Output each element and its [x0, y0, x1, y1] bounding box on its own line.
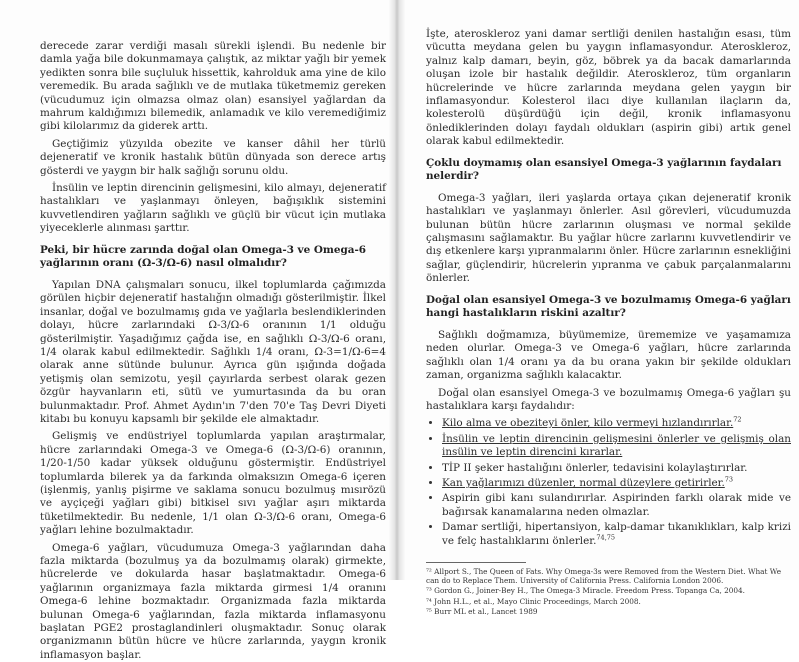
- footnote-74: ⁷⁴ John H.L., et al., Mayo Clinic Proceedings, March 2008.: [426, 596, 641, 606]
- footnote-ref: 72: [733, 415, 742, 424]
- list-item: [442, 433, 791, 460]
- left-paragraph-6: Omega-6 yağları, vücudumuza Omega-3 yağlarından daha fazla miktarda (bozulmuş ya da bozulmamış olarak) girmekte, hücrelerde ve dokularda hasar başlatmaktadır. Omega-6 yağlarının organizmaya fazla miktarda girmesi 1/4 oranını Omega-6 lehine bozmaktadır. Organizmada fazla miktarda bulunan Omega-6 yağlarından, fazla miktarda inflamasyonu başlatan PGE2 prostaglandinleri oluşmaktadır. Sonuç olarak organizmanın bütün hücre ve hücre zarlarında, yaygın kronik inflamasyon başlar.: [40, 541, 386, 661]
- footnote-75: ⁷⁵ Burr ML et al., Lancet 1989: [426, 606, 538, 616]
- left-heading-omega-ratio: Peki, bir hücre zarında doğal olan Omega-3 ve Omega-6 yağlarının oranı (Ω-3/Ω-6) nasıl olmalıdır?: [40, 243, 367, 270]
- list-item-text: TİP II şeker hastalığını önlerler, tedavisini kolaylaştırırlar.: [442, 461, 748, 474]
- list-item: [442, 492, 791, 519]
- list-item-text: Aspirin gibi kanı sulandırırlar. Aspirinden farklı olarak mide ve bağırsak kanamalarına neden olmazlar.: [442, 492, 791, 518]
- list-item: [442, 462, 791, 475]
- left-paragraph-3: İnsülin ve leptin direncinin gelişmesini, kilo almayı, dejeneratif hastalıkları ve yaşlanmayı önleyen, bağışıklık sistemini kuvvetlendiren yağların sağlıklı ve güçlü bir vücut için mutlaka yiyeceklerle alınması şarttır.: [40, 182, 386, 235]
- list-item-text: İnsülin ve leptin direncinin gelişmesini önlerler ve gelişmiş olan insülin ve leptin direncini kırarlar.: [442, 432, 791, 459]
- right-paragraph-3: Sağlıklı doğmamıza, büyümemize, ürememize ve yaşamamıza neden olurlar. Omega-3 ve Omega-6 yağları, hücre zarlarında sağlıklı olan 1/4 oranı ya da bu orana yakın bir şekilde oldukları zaman, organizma sağlıklı kalacaktır.: [426, 328, 791, 382]
- list-item-text: Kilo alma ve obeziteyi önler, kilo vermeyi hızlandırırlar.: [442, 417, 734, 430]
- right-paragraph-2: Omega-3 yağları, ileri yaşlarda ortaya çıkan dejeneratif kronik hastalıkları ve yaşlanmayı önlerler. Asıl görevleri, vücudumuzda bulunan bütün hücre zarlarının oluşması ve normal şekilde çalışmasını sağlamaktır. Bu yağlar hücre zarlarını kuvvetlendirir ve dış etkenlere karşı yıpranmalarını önler. Hücre zarlarının esnekliğini sağlar, güçlendirir, hücrelerin yıpranma ve çabuk parçalanmalarını önlerler.: [426, 191, 791, 285]
- footnote-divider: [426, 562, 526, 563]
- right-paragraph-1: İşte, ateroskleroz yani damar sertliği denilen hastalığın esası, tüm vücutta meydana gelen bu yaygın inflamasyondur. Ateroskleroz, yalnız kalp damarı, beyin, göz, böbrek ya da bacak damarlarında oluşan izole bir hastalık değildir. Ateroskleroz, tüm organların hücrelerinde ve hücre zarlarında meydana gelen yaygın bir inflamasyondur. Kolesterol ilacı diye kullanılan ilaçların da, kolesterolü düşürdüğü için değil, kronik inflamasyonu önlediklerinden dolayı faydalı oldukları (aspirin gibi) artık genel olarak kabul edilmektedir.: [426, 28, 791, 148]
- footnote-73: ⁷³ Gordon G., Joiner-Bey H., The Omega-3 Miracle. Freedom Press. Topanga Ca, 2004.: [426, 586, 746, 596]
- left-page: [0, 0, 392, 661]
- right-heading-omega3-benefits: Çoklu doymamış olan esansiyel Omega-3 yağlarının faydaları nelerdir?: [426, 156, 782, 183]
- footnote-ref: 73: [724, 475, 734, 484]
- benefits-list: [426, 417, 791, 548]
- left-paragraph-2: Geçtiğimiz yüzyılda obezite ve kanser dâhil her türlü dejeneratif ve kronik hastalık bütün dünyada son derece artış gösterdi ve yaygın bir halk sağlığı sorunu oldu.: [40, 137, 386, 177]
- right-paragraph-4: Doğal olan esansiyel Omega-3 ve bozulmamış Omega-6 yağları şu hastalıklara karşı faydalıdır:: [426, 386, 791, 412]
- footnote-ref: 74,75: [596, 533, 616, 542]
- left-paragraph-4: Yapılan DNA çalışmaları sonucu, ilkel toplumlarda çağımızda görülen hiçbir dejeneratif hastalığın olmadığı gösterilmiştir. İlkel insanlar, doğal ve bozulmamış gıda ve yağlarla beslendiklerinden dolayı, hücre zarlarındaki Ω-3/Ω-6 oranının 1/1 olduğu gösterilmiştir. Yaşadığımız çağda ise, en sağlıklı Ω-3/Ω-6 oranı, 1/4 olarak kabul edilmektedir. Sağlıklı 1/4 oranı, Ω-3=1/Ω-6=4 olarak anne sütünde bulunur. Ayrıca gün ışığında doğada yetişmiş olan semizotu, yeşil çayırlarda serbest olarak gezen özgür hayvanların eti, sütü ve yumurtasında da bu oran bulunmaktadır. Prof. Ahmet Aydın'ın 7'den 70'e Taş Devri Diyeti kitabı bu konuyu kapsamlı bir şekilde ele almaktadır.: [40, 278, 386, 425]
- list-item-text: Kan yağlarımızı düzenler, normal düzeylere getirirler.: [442, 476, 725, 489]
- list-item: [442, 477, 791, 490]
- right-page: [403, 0, 799, 616]
- list-item: [442, 417, 791, 430]
- left-paragraph-1: derecede zarar verdiği masalı sürekli işlendi. Bu nedenle bir damla yağa bile dokunmamaya çalıştık, az miktar yağlı bir yemek yedikten sonra bile suçluluk hissettik, kahrolduk ama yine de kilo veremedik. Bu arada sağlıklı ve de mutlaka tüketmemiz gereken (vücudumuz için olmazsa olmaz olan) esansiyel yağlardan da mahrum kaldığımızı bilemedik, anlamadık ve kilo veremediğimiz gibi kilolarımız da giderek arttı.: [40, 40, 386, 133]
- list-item-text: Damar sertliği, hipertansiyon, kalp-damar tıkanıklıkları, kalp krizi ve felç hastalıklarını önlerler.: [442, 521, 791, 547]
- right-heading-disease-risk: Doğal olan esansiyel Omega-3 ve bozulmamış Omega-6 yağları hangi hastalıkların riskini azaltır?: [426, 293, 791, 320]
- footnote-72: ⁷² Allport S., The Queen of Fats. Why Omega-3s were Removed from the Western Diet. What We can do to Replace Them. University of California Press. California London 2006.: [426, 566, 782, 586]
- list-item: [442, 521, 791, 548]
- left-paragraph-5: Gelişmiş ve endüstriyel toplumlarda yapılan araştırmalar, hücre zarlarındaki Omega-3 ve Omega-6 (Ω-3/Ω-6) oranının, 1/20-1/50 kadar yüksek olduğunu göstermiştir. Endüstriyel toplumlarda bilerek ya da farkında olmaksızın Omega-6 içeren (işlenmiş, yanlış pişirme ve saklama sonucu bozulmuş mısırözü ve ayçiçeği yağları gibi) bitkisel sıvı yağlar aşırı miktarda tüketilmektedir. Bu nedenle, 1/1 olan Ω-3/Ω-6 oranı, Omega-6 yağları lehine bozulmaktadır.: [40, 430, 386, 537]
